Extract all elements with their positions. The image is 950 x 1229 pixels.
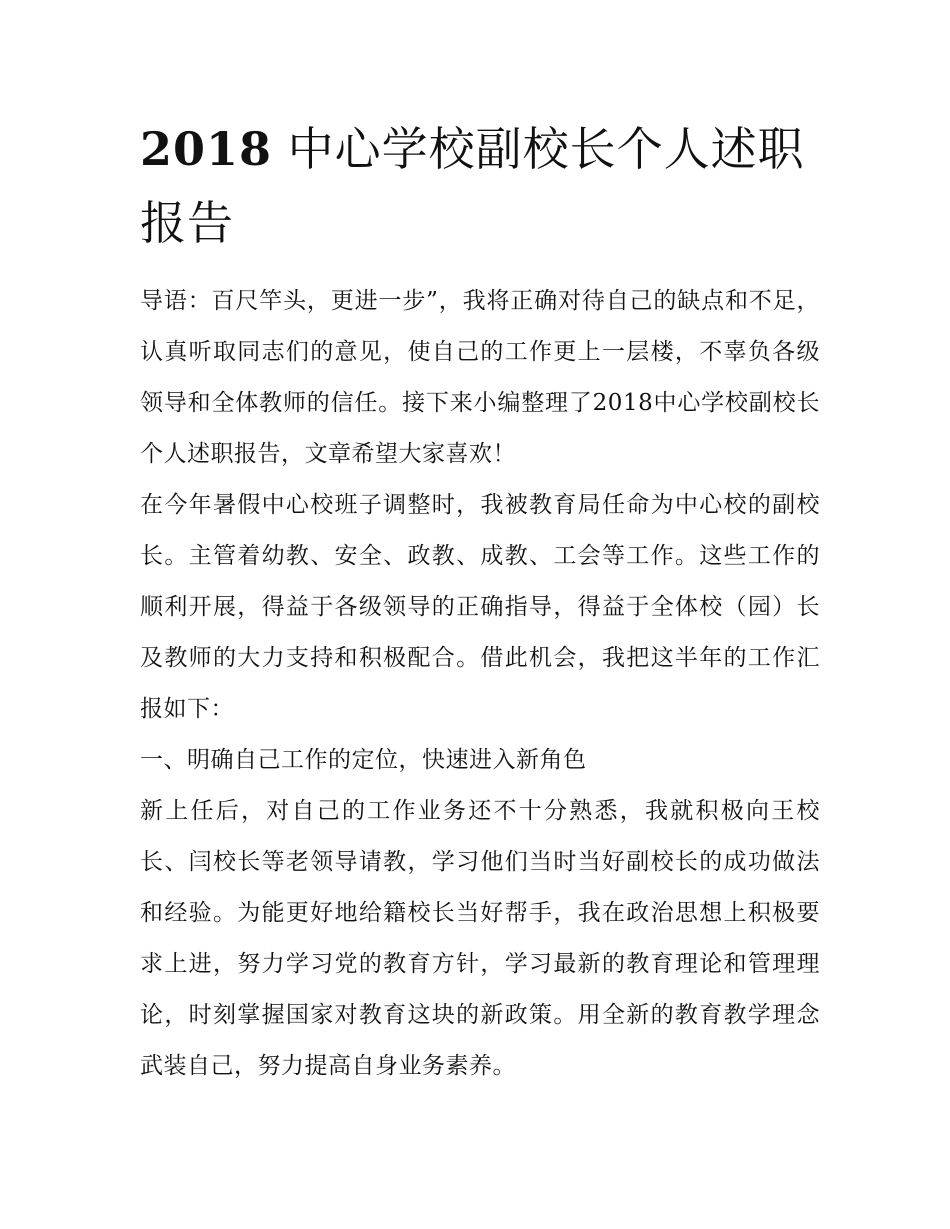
paragraph-appointment: 在今年暑假中心校班子调整时，我被教育局任命为中心校的副校长。主管着幼教、安全、政教、成教、工会等工作。这些工作的顺利开展，得益于各级领导的正确指导，得益于全体校（园）长及教师的大力支持和积极配合。借此机会，我把这半年的工作汇报如下： (140, 492, 820, 722)
document-title (140, 112, 820, 260)
paragraph-section-1: 新上任后，对自己的工作业务还不十分熟悉，我就积极向王校长、闫校长等老领导请教，学习他们当时当好副校长的成功做法和经验。为能更好地给籍校长当好帮手，我在政治思想上积极要求上进，努力学习党的教育方针，学习最新的教育理论和管理理论，时刻掌握国家对教育这块的新政策。用全新的教育教学理念武装自己，努力提高自身业务素养。 (140, 798, 820, 1079)
title-year: 2018 (140, 122, 273, 176)
paragraph-intro: 导语：百尺竿头，更进一步”，我将正确对待自己的缺点和不足，认真听取同志们的意见，使自己的工作更上一层楼，不辜负各级领导和全体教师的信任。接下来小编整理了2018中心学校副校长个人述职报告，文章希望大家喜欢！ (140, 288, 820, 467)
section-heading-1: 一、明确自己工作的定位，快速进入新角色 (140, 747, 587, 773)
title-text: 中心学校副校长个人述职报告 (140, 122, 805, 250)
document-body (140, 276, 820, 1092)
